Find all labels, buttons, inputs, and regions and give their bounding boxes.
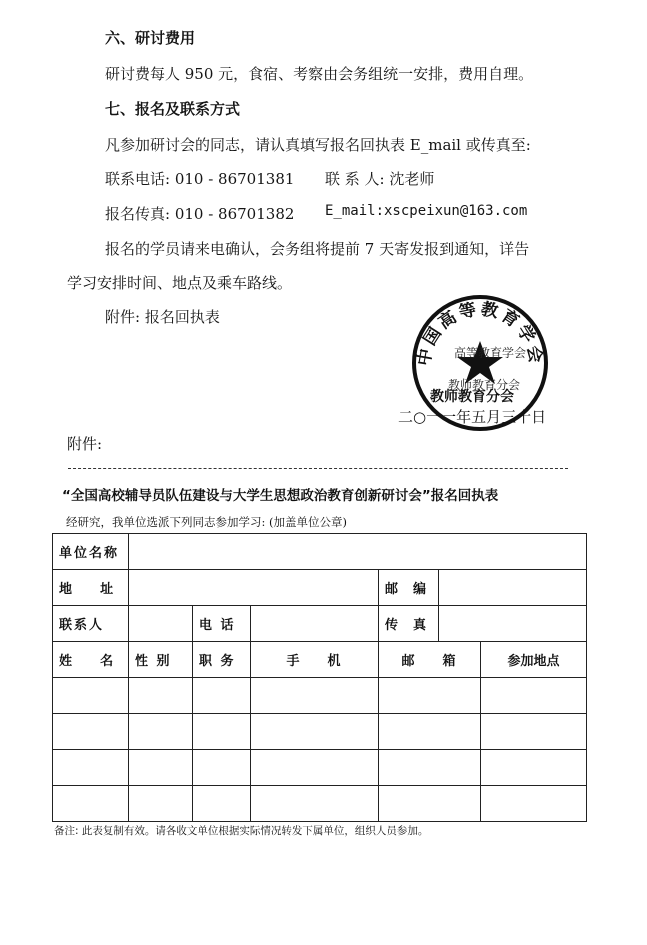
cell-location[interactable] xyxy=(481,678,587,714)
phone-field[interactable] xyxy=(251,606,379,642)
fax-label: 传 真 xyxy=(379,606,439,642)
contact-fax: 报名传真: 010 - 86701382 xyxy=(105,205,295,223)
cell-gender[interactable] xyxy=(129,714,193,750)
signature-date: 二○一一年五月三十日 xyxy=(398,408,547,426)
cell-email[interactable] xyxy=(379,678,481,714)
table-row xyxy=(53,570,587,606)
unit-name-label: 单位名称 xyxy=(53,534,129,570)
contact-person-field[interactable] xyxy=(129,606,193,642)
form-title: “全国高校辅导员队伍建设与大学生思想政治教育创新研讨会”报名回执表 xyxy=(62,488,499,504)
cut-line xyxy=(68,468,568,469)
form-subtitle: 经研究，我单位选派下列同志参加学习: (加盖单位公章) xyxy=(66,515,348,529)
cell-location[interactable] xyxy=(481,750,587,786)
cell-location[interactable] xyxy=(481,714,587,750)
seal-ring-text: 中国高等教育学会 xyxy=(414,299,546,368)
table-row xyxy=(53,678,587,714)
section7-heading: 七、报名及联系方式 xyxy=(105,100,241,118)
cell-gender[interactable] xyxy=(129,786,193,822)
cell-mobile[interactable] xyxy=(251,714,379,750)
table-header-row xyxy=(53,642,587,678)
table-row xyxy=(53,750,587,786)
cell-mobile[interactable] xyxy=(251,750,379,786)
unit-name-field[interactable] xyxy=(129,534,587,570)
cell-position[interactable] xyxy=(193,714,251,750)
table-row xyxy=(53,714,587,750)
cell-mobile[interactable] xyxy=(251,786,379,822)
col-header-position: 职 务 xyxy=(193,642,251,678)
cell-name[interactable] xyxy=(53,678,129,714)
section6-text: 研讨费每人 950 元，食宿、考察由会务组统一安排，费用自理。 xyxy=(105,65,534,83)
cell-email[interactable] xyxy=(379,714,481,750)
address-field[interactable] xyxy=(129,570,379,606)
cell-position[interactable] xyxy=(193,678,251,714)
cell-mobile[interactable] xyxy=(251,678,379,714)
phone-label: 电 话 xyxy=(193,606,251,642)
cell-name[interactable] xyxy=(53,750,129,786)
table-row xyxy=(53,534,587,570)
cell-name[interactable] xyxy=(53,786,129,822)
col-header-mobile: 手 机 xyxy=(251,642,379,678)
confirm-line1: 报名的学员请来电确认，会务组将提前 7 天寄发报到通知，详告 xyxy=(105,240,530,258)
cell-email[interactable] xyxy=(379,750,481,786)
registration-form-table xyxy=(52,533,587,822)
table-row xyxy=(53,606,587,642)
signature-org: 教师教育分会 xyxy=(430,389,514,405)
col-header-gender: 性 别 xyxy=(129,642,193,678)
cell-gender[interactable] xyxy=(129,750,193,786)
cell-name[interactable] xyxy=(53,714,129,750)
postcode-field[interactable] xyxy=(439,570,587,606)
confirm-line2: 学习安排时间、地点及乘车路线。 xyxy=(67,274,293,292)
cell-email[interactable] xyxy=(379,786,481,822)
col-header-location: 参加地点 xyxy=(481,642,587,678)
cell-position[interactable] xyxy=(193,786,251,822)
col-header-email: 邮 箱 xyxy=(379,642,481,678)
fax-field[interactable] xyxy=(439,606,587,642)
section7-intro: 凡参加研讨会的同志，请认真填写报名回执表 E_mail 或传真至: xyxy=(105,136,531,154)
table-row xyxy=(53,786,587,822)
attachment-note: 附件: 报名回执表 xyxy=(105,308,220,326)
seal-inner-line2: 教师教育分会 xyxy=(447,378,521,392)
col-header-name: 姓 名 xyxy=(53,642,129,678)
cell-location[interactable] xyxy=(481,786,587,822)
contact-phone: 联系电话: 010 - 86701381 xyxy=(105,170,295,188)
cell-position[interactable] xyxy=(193,750,251,786)
attachment-label: 附件: xyxy=(67,435,103,453)
address-label: 地 址 xyxy=(53,570,129,606)
postcode-label: 邮 编 xyxy=(379,570,439,606)
cell-gender[interactable] xyxy=(129,678,193,714)
contact-person: 联 系 人: 沈老师 xyxy=(325,170,435,188)
contact-email: E_mail:xscpeixun@163.com xyxy=(325,203,528,219)
form-note: 备注: 此表复制有效。请各收文单位根据实际情况转发下属单位，组织人员参加。 xyxy=(54,825,429,837)
seal-inner-line1: 高等教育学会 xyxy=(453,346,527,360)
contact-person-label: 联系人 xyxy=(53,606,129,642)
section6-heading: 六、研讨费用 xyxy=(105,29,196,47)
